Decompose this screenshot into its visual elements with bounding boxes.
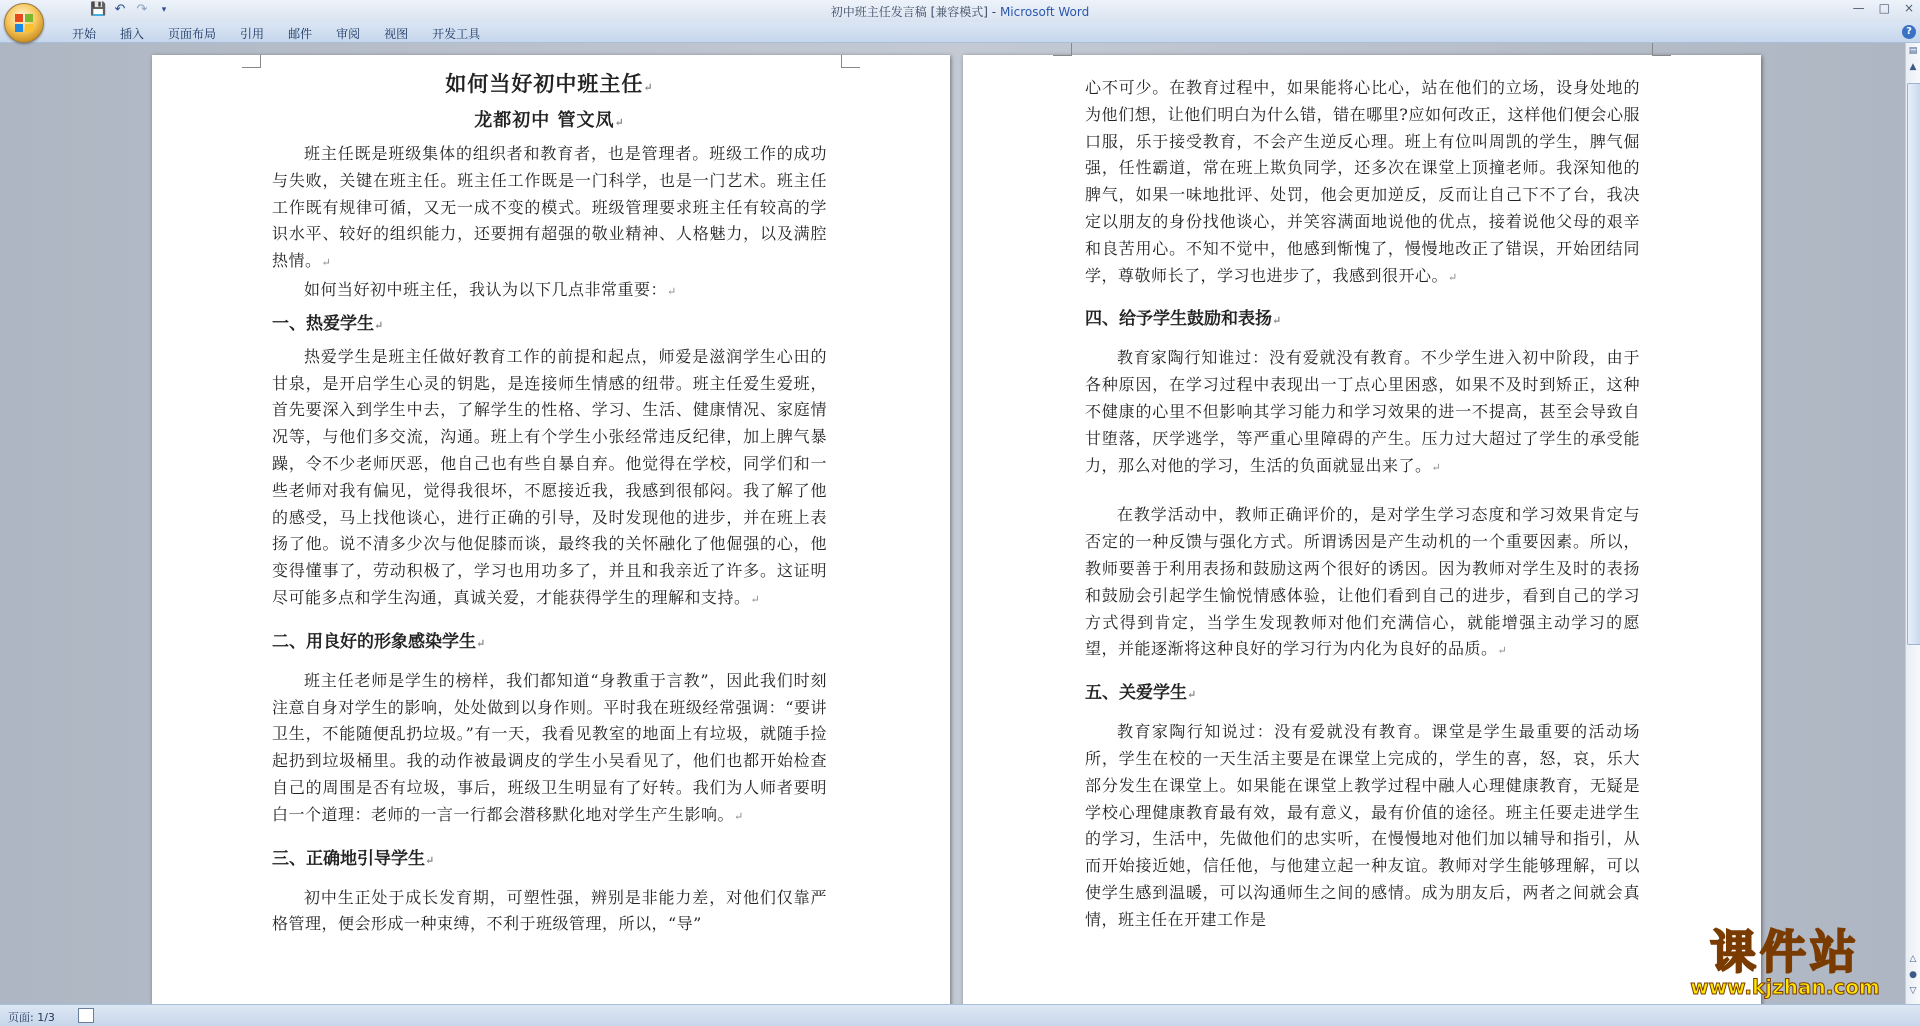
document-workspace bbox=[0, 43, 1905, 1004]
tab-insert[interactable]: 插入 bbox=[120, 27, 145, 41]
previous-page-icon[interactable]: △ bbox=[1909, 954, 1917, 964]
page-2[interactable] bbox=[963, 55, 1761, 1004]
tab-review[interactable]: 审阅 bbox=[336, 27, 361, 41]
page-2-content bbox=[1085, 75, 1640, 934]
next-page-icon[interactable]: ▽ bbox=[1909, 986, 1917, 996]
page-indicator[interactable]: 页面: 1/3 bbox=[8, 1011, 55, 1024]
office-button[interactable] bbox=[4, 3, 44, 43]
document-name: 初中班主任发言稿 [兼容模式] bbox=[830, 5, 988, 19]
section-heading: 三、正确地引导学生↵ bbox=[272, 848, 435, 869]
app-name: Microsoft Word bbox=[999, 5, 1090, 19]
paragraph: 心不可少。在教育过程中，如果能将心比心，站在他们的立场，设身处地的为他们想，让他们明白为什么错，错在哪里?应如何改正，这样他们便会心服口服，乐于接受教育，不会产生逆反心理。班上有位叫周凯的学生，脾气倔强，任性霸道，常在班上欺负同学，还多次在课堂上顶撞老师。我深知他的脾气，如果一味地批评、处罚，他会更加逆反，反而让自己下不了台，我决定以朋友的身份找他谈心，并笑容满面地说他的优点，接着说他父母的艰辛和良苦用心。不知不觉中，他感到惭愧了，慢慢地改正了错误，开始团结同学，尊敬师长了，学习也进步了，我感到很开心。↵ bbox=[1085, 78, 1640, 285]
paragraph: 在教学活动中，教师正确评价的，是对学生学习态度和学习效果肯定与否定的一种反馈与强化方式。所谓诱因是产生动机的一个重要因素。所以，教师要善于利用表扬和鼓励这两个很好的诱因。因为教师对学生及时的表扬和鼓励会引起学生愉悦情感体验，让他们看到自己的进步，看到自己的学习方式得到肯定，当学生发现教师对他们充满信心，就能增强主动学习的愿望，并能逐渐将这种良好的学习行为内化为良好的品质。↵ bbox=[1085, 505, 1640, 659]
watermark-url: www.kjzhan.com bbox=[1690, 975, 1880, 999]
page-1[interactable] bbox=[152, 55, 950, 1004]
section-heading: 四、给予学生鼓励和表扬↵ bbox=[1085, 309, 1282, 330]
tab-home[interactable]: 开始 bbox=[72, 27, 97, 41]
paragraph: 初中生正处于成长发育期，可塑性强，辨别是非能力差，对他们仅靠严格管理，便会形成一种束缚，不利于班级管理，所以，“导” bbox=[272, 887, 827, 934]
scroll-up-icon[interactable]: ▲ bbox=[1909, 62, 1917, 72]
maximize-button[interactable]: □ bbox=[1878, 1, 1890, 15]
paragraph: 教育家陶行知谁过：没有爱就没有教育。不少学生进入初中阶段，由于各种原因，在学习过程中表现出一丁点心里困惑，如果不及时到矫正，这种不健康的心里不但影响其学习能力和学习效果的进一不提高，甚至会导致自甘堕落，厌学逃学，等严重心里障碍的产生。压力过大超过了学生的承受能力，那么对他的学习，生活的负面就显出来了。↵ bbox=[1085, 348, 1640, 475]
paragraph: 班主任老师是学生的榜样，我们都知道“身教重于言教”，因此我们时刻注意自身对学生的影响，处处做到以身作则。平时我在班级经常强调：“要讲卫生，不能随便乱扔垃圾。”有一天，我看见教室的地面上有垃圾，就随手捡起扔到垃圾桶里。我的动作被最调皮的学生小吴看见了，他们也都开始检查自己的周围是否有垃圾，事后，班级卫生明显有了好转。我们为人师者要明白一个道理：老师的一言一行都会潜移默化地对学生产生影响。↵ bbox=[272, 670, 827, 824]
ruler-toggle-icon[interactable]: ▤ bbox=[1908, 46, 1918, 56]
select-browse-object-icon[interactable]: ● bbox=[1909, 970, 1917, 980]
vertical-scrollbar[interactable] bbox=[1905, 43, 1920, 1004]
ribbon-tab-bar bbox=[0, 22, 1920, 43]
site-watermark bbox=[1665, 925, 1905, 999]
section-heading: 五、关爱学生↵ bbox=[1085, 683, 1197, 704]
margin-mark bbox=[1053, 43, 1072, 56]
paragraph: 教育家陶行知说过：没有爱就没有教育。课堂是学生最重要的活动场所，学生在校的一天生活主要是在课堂上完成的，学生的喜，怒，哀，乐大部分发生在课堂上。如果能在课堂上教学过程中融人心理健康教育，无疑是学校心理健康教育最有效，最有意义，最有价值的途径。班主任要走进学生的学习，生活中，先做他们的忠实听，在慢慢地对他们加以辅导和指引，从而开始接近她，信任他，与他建立起一种友谊。教师对学生能够理解，可以使学生感到温暖，可以沟通师生之间的感情。成为朋友后，两者之间就会真情，班主任在开建工作是 bbox=[1085, 722, 1640, 929]
proofing-status-icon[interactable] bbox=[78, 1008, 94, 1023]
section-heading: 二、用良好的形象感染学生↵ bbox=[272, 631, 486, 652]
paragraph: 热爱学生是班主任做好教育工作的前提和起点，师爱是滋润学生心田的甘泉，是开启学生心灵的钥匙，是连接师生情感的纽带。班主任爱生爱班，首先要深入到学生中去，了解学生的性格、学习、生活、健康情况、家庭情况等，与他们多交流，沟通。班上有个学生小张经常违反纪律，加上脾气暴躁，令不少老师厌恶，他自己也有些自暴自弃。他觉得在学校，同学们和一些老师对我有偏见，觉得我很坏，不愿接近我，我感到很郁闷。我了解了他的感受，马上找他谈心，进行正确的引导，及时发现他的进步，并在班上表扬了他。说不清多少次与他促膝而谈，最终我的关怀融化了他倔强的心，他变得懂事了，劳动积极了，学习也用功多了，并且和我亲近了许多。这证明尽可能多点和学生沟通，真诚关爱，才能获得学生的理解和支持。↵ bbox=[272, 346, 827, 607]
minimize-button[interactable]: — bbox=[1852, 1, 1865, 15]
office-logo-icon bbox=[14, 13, 34, 33]
status-bar bbox=[0, 1004, 1920, 1026]
tab-mailings[interactable]: 邮件 bbox=[288, 27, 313, 41]
redo-icon[interactable]: ↷ bbox=[136, 2, 148, 17]
tab-references[interactable]: 引用 bbox=[240, 27, 265, 41]
page-1-content bbox=[272, 55, 827, 938]
close-button[interactable]: × bbox=[1903, 1, 1914, 15]
paragraph: 班主任既是班级集体的组织者和教育者，也是管理者。班级工作的成功与失败，关键在班主任。班主任工作既是一门科学，也是一门艺术。班主任工作既有规律可循，又无一成不变的模式。班级管理要求班主任有较高的学识水平、较好的组织能力，还要拥有超强的敬业精神、人格魅力，以及满腔热情。↵ bbox=[272, 144, 827, 271]
window-title: 初中班主任发言稿 [兼容模式] - Microsoft Word bbox=[830, 5, 1090, 19]
scrollbar-thumb[interactable] bbox=[1907, 83, 1920, 645]
watermark-text: 课件站 bbox=[1710, 925, 1860, 979]
help-icon[interactable]: ? bbox=[1902, 25, 1916, 39]
document-title: 如何当好初中班主任↵ bbox=[445, 71, 654, 96]
document-author: 龙都初中 管文凤↵ bbox=[474, 110, 625, 131]
margin-mark bbox=[841, 55, 860, 68]
tab-page-layout[interactable]: 页面布局 bbox=[168, 27, 217, 41]
section-heading: 一、热爱学生↵ bbox=[272, 313, 384, 334]
window-controls bbox=[1853, 1, 1914, 15]
tab-developer[interactable]: 开发工具 bbox=[432, 27, 481, 41]
title-bar bbox=[0, 0, 1920, 22]
customize-icon[interactable]: ▾ bbox=[161, 5, 167, 15]
paragraph: 如何当好初中班主任，我认为以下几点非常重要：↵ bbox=[304, 279, 677, 299]
tab-view[interactable]: 视图 bbox=[384, 27, 409, 41]
margin-mark bbox=[242, 55, 261, 68]
save-icon[interactable]: 💾 bbox=[90, 2, 107, 17]
undo-icon[interactable]: ↶ bbox=[114, 2, 126, 17]
margin-mark bbox=[1652, 43, 1671, 56]
